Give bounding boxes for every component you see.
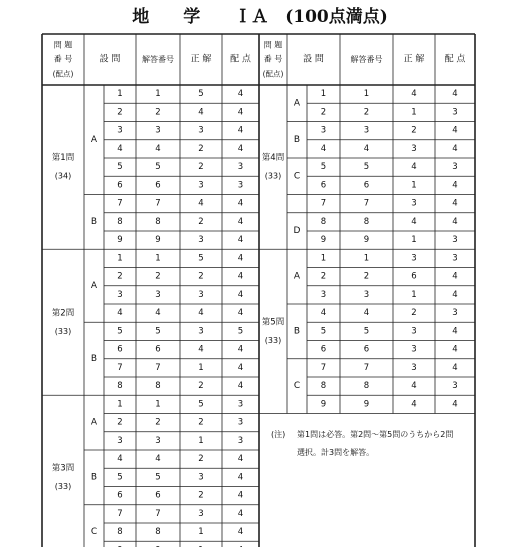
left-cell-seikai: 2 [198, 490, 204, 501]
left-cell-haiten: 4 [237, 89, 244, 100]
right-cell-seikai: 4 [411, 162, 417, 173]
left-cell-setsumon: 2 [117, 107, 123, 118]
left-cell-kaitou-bangou: 5 [155, 162, 161, 173]
left-cell-haiten: 5 [237, 326, 244, 337]
right-group-label: B [293, 134, 301, 145]
right-cell-setsumon: 1 [320, 253, 327, 264]
right-header-mondai-3: (配点) [262, 69, 284, 79]
right-cell-kaitou-bangou: 3 [363, 289, 370, 300]
left-group-label: B [90, 216, 98, 227]
right-question-label: 第4問 [261, 153, 285, 164]
left-cell-setsumon: 6 [117, 180, 123, 191]
left-cell-kaitou-bangou: 2 [155, 417, 161, 428]
right-cell-kaitou-bangou: 5 [363, 326, 370, 337]
left-cell-setsumon: 1 [117, 399, 123, 410]
left-cell-haiten: 4 [237, 253, 244, 264]
page-title: 地 学 ＩＡ (100点満点) [132, 7, 388, 27]
right-cell-seikai: 6 [411, 271, 417, 282]
right-cell-setsumon: 4 [320, 143, 327, 154]
right-cell-kaitou-bangou: 3 [363, 125, 370, 136]
left-cell-kaitou-bangou: 7 [155, 508, 161, 519]
left-cell-kaitou-bangou: 1 [155, 253, 161, 264]
right-cell-setsumon: 1 [320, 89, 327, 100]
left-cell-setsumon: 2 [117, 271, 123, 282]
left-cell-seikai: 3 [198, 235, 204, 246]
left-cell-kaitou-bangou: 2 [155, 107, 161, 118]
right-header-mondai-2: 番 号 [263, 54, 283, 64]
left-cell-seikai: 1 [198, 527, 204, 538]
left-cell-setsumon: 8 [117, 216, 123, 227]
left-cell-seikai: 1 [198, 435, 204, 446]
left-cell-seikai: 2 [198, 162, 204, 173]
left-cell-seikai: 5 [198, 253, 204, 264]
right-cell-seikai: 3 [411, 253, 417, 264]
right-cell-seikai: 2 [411, 125, 417, 136]
left-question-label: 第3問 [51, 463, 75, 474]
right-cell-kaitou-bangou: 8 [363, 216, 370, 227]
left-cell-haiten: 3 [237, 180, 244, 191]
right-cell-setsumon: 6 [320, 344, 327, 355]
left-cell-setsumon: 8 [117, 527, 123, 538]
left-cell-kaitou-bangou: 5 [155, 472, 161, 483]
left-header-mondai-3: (配点) [52, 69, 74, 79]
left-group-label: B [90, 353, 98, 364]
right-cell-haiten: 3 [452, 308, 458, 319]
right-cell-haiten: 3 [452, 381, 458, 392]
right-cell-kaitou-bangou: 8 [363, 381, 370, 392]
right-cell-seikai: 2 [411, 308, 417, 319]
left-cell-kaitou-bangou: 4 [155, 454, 161, 465]
left-cell-kaitou-bangou: 3 [155, 125, 161, 136]
left-cell-seikai: 2 [198, 216, 204, 227]
left-cell-haiten: 3 [237, 162, 244, 173]
right-cell-seikai: 4 [411, 399, 417, 410]
right-cell-kaitou-bangou: 1 [363, 253, 370, 264]
left-cell-seikai: 3 [198, 180, 204, 191]
note-line-2: 選択。計3問を解答。 [297, 448, 375, 457]
right-cell-setsumon: 5 [320, 326, 327, 337]
right-cell-haiten: 4 [452, 344, 458, 355]
right-cell-haiten: 3 [452, 253, 458, 264]
right-header-haiten: 配 点 [444, 54, 466, 65]
left-group-label: A [90, 280, 98, 291]
right-cell-haiten: 4 [452, 289, 458, 300]
left-cell-haiten: 4 [237, 289, 244, 300]
right-cell-seikai: 4 [411, 216, 417, 227]
left-cell-kaitou-bangou: 4 [155, 143, 161, 154]
right-cell-seikai: 1 [411, 107, 417, 118]
left-cell-setsumon: 1 [117, 253, 123, 264]
left-cell-setsumon: 3 [117, 435, 123, 446]
left-cell-seikai: 4 [198, 198, 204, 209]
left-cell-haiten: 4 [237, 527, 244, 538]
left-group-label: A [90, 134, 98, 145]
right-cell-seikai: 1 [411, 180, 417, 191]
right-cell-haiten: 4 [452, 89, 458, 100]
right-cell-setsumon: 7 [320, 198, 327, 209]
left-cell-seikai: 2 [198, 417, 204, 428]
left-cell-kaitou-bangou: 8 [155, 381, 161, 392]
left-question-points: (34) [54, 171, 72, 181]
left-cell-haiten: 4 [237, 490, 244, 501]
left-cell-setsumon: 4 [117, 143, 123, 154]
left-cell-seikai: 3 [198, 289, 204, 300]
left-cell-setsumon: 3 [117, 289, 123, 300]
left-cell-kaitou-bangou: 5 [155, 326, 161, 337]
right-cell-setsumon: 7 [320, 362, 327, 373]
right-group-label: A [293, 271, 301, 282]
right-cell-seikai: 1 [411, 289, 417, 300]
left-cell-setsumon: 1 [117, 89, 123, 100]
left-cell-seikai: 5 [198, 399, 204, 410]
left-question-points: (33) [54, 326, 72, 336]
left-cell-seikai: 5 [198, 89, 204, 100]
right-cell-haiten: 4 [452, 362, 458, 373]
right-cell-seikai: 3 [411, 344, 417, 355]
left-cell-kaitou-bangou: 6 [155, 490, 161, 501]
left-cell-kaitou-bangou: 1 [155, 399, 161, 410]
left-cell-setsumon: 6 [117, 490, 123, 501]
left-cell-seikai: 2 [198, 143, 204, 154]
right-cell-seikai: 1 [411, 235, 417, 246]
left-cell-haiten: 4 [237, 508, 244, 519]
right-cell-seikai: 3 [411, 326, 417, 337]
note-line-1: 第1問は必答。第2問～第5問のうちから2問 [297, 430, 454, 439]
left-cell-seikai: 3 [198, 472, 204, 483]
right-cell-haiten: 3 [452, 162, 458, 173]
left-cell-haiten: 4 [237, 107, 244, 118]
left-cell-haiten: 4 [237, 344, 244, 355]
right-cell-kaitou-bangou: 1 [363, 89, 370, 100]
right-cell-kaitou-bangou: 7 [363, 362, 370, 373]
left-cell-setsumon: 9 [117, 235, 123, 246]
right-cell-haiten: 4 [452, 326, 458, 337]
right-cell-kaitou-bangou: 9 [363, 235, 370, 246]
right-cell-haiten: 3 [452, 107, 458, 118]
right-question-label: 第5問 [261, 317, 285, 328]
left-header-kaitou-bangou: 解答番号 [142, 55, 174, 64]
right-cell-haiten: 4 [452, 216, 458, 227]
right-header-seikai: 正 解 [403, 54, 425, 65]
left-cell-kaitou-bangou: 8 [155, 527, 161, 538]
right-cell-haiten: 4 [452, 143, 458, 154]
right-cell-setsumon: 8 [320, 216, 327, 227]
left-header-haiten: 配 点 [230, 54, 251, 65]
left-cell-setsumon: 3 [117, 125, 123, 136]
left-cell-haiten: 3 [237, 417, 244, 428]
right-cell-setsumon: 8 [320, 381, 327, 392]
right-cell-seikai: 3 [411, 362, 417, 373]
right-header-setsumon: 設 問 [303, 54, 324, 65]
right-cell-setsumon: 9 [320, 235, 327, 246]
right-cell-setsumon: 6 [320, 180, 327, 191]
left-cell-haiten: 3 [237, 399, 244, 410]
left-cell-haiten: 4 [237, 198, 244, 209]
left-group-label: B [90, 472, 98, 483]
right-cell-seikai: 4 [411, 381, 417, 392]
right-group-label: B [293, 326, 301, 337]
left-cell-seikai: 2 [198, 454, 204, 465]
right-cell-kaitou-bangou: 2 [363, 107, 370, 118]
left-cell-setsumon: 7 [117, 198, 123, 209]
note-prefix: (注) [271, 430, 286, 439]
left-cell-setsumon: 7 [117, 362, 123, 373]
right-cell-kaitou-bangou: 4 [363, 308, 370, 319]
right-cell-kaitou-bangou: 7 [363, 198, 370, 209]
left-cell-seikai: 3 [198, 125, 204, 136]
left-question-points: (33) [54, 481, 72, 491]
right-group-label: C [293, 171, 301, 182]
right-header-mondai-1: 問 題 [263, 40, 283, 50]
right-header-kaitou-bangou: 解答番号 [350, 55, 383, 64]
left-cell-seikai: 4 [198, 107, 204, 118]
right-cell-seikai: 4 [411, 89, 417, 100]
right-cell-setsumon: 3 [320, 125, 327, 136]
right-cell-kaitou-bangou: 2 [363, 271, 370, 282]
left-cell-kaitou-bangou: 7 [155, 198, 161, 209]
left-cell-setsumon: 5 [117, 326, 123, 337]
left-cell-kaitou-bangou: 6 [155, 180, 161, 191]
right-cell-kaitou-bangou: 6 [363, 180, 370, 191]
left-cell-kaitou-bangou: 2 [155, 271, 161, 282]
left-group-label: C [90, 527, 98, 538]
right-cell-haiten: 4 [452, 125, 458, 136]
left-header-mondai-1: 問 題 [53, 40, 73, 50]
right-cell-kaitou-bangou: 4 [363, 143, 370, 154]
right-cell-kaitou-bangou: 6 [363, 344, 370, 355]
left-cell-seikai: 3 [198, 508, 204, 519]
right-cell-setsumon: 5 [320, 162, 327, 173]
left-cell-kaitou-bangou: 3 [155, 289, 161, 300]
right-cell-setsumon: 3 [320, 289, 327, 300]
right-question-points: (33) [264, 335, 282, 345]
left-cell-haiten: 4 [237, 454, 244, 465]
right-cell-haiten: 4 [452, 271, 458, 282]
right-cell-setsumon: 9 [320, 399, 327, 410]
right-cell-kaitou-bangou: 9 [363, 399, 370, 410]
left-cell-kaitou-bangou: 6 [155, 344, 161, 355]
left-question-label: 第2問 [51, 308, 75, 319]
left-cell-kaitou-bangou: 3 [155, 435, 161, 446]
left-header-setsumon: 設 問 [99, 54, 121, 65]
left-cell-seikai: 3 [198, 326, 204, 337]
left-header-seikai: 正 解 [190, 54, 212, 65]
right-cell-kaitou-bangou: 5 [363, 162, 370, 173]
left-cell-kaitou-bangou: 4 [155, 308, 161, 319]
left-cell-haiten: 4 [237, 271, 244, 282]
left-cell-setsumon: 7 [117, 508, 123, 519]
left-cell-kaitou-bangou: 1 [155, 89, 161, 100]
left-cell-haiten: 4 [237, 472, 244, 483]
left-cell-kaitou-bangou: 7 [155, 362, 161, 373]
left-group-label: A [90, 417, 98, 428]
left-cell-haiten: 4 [237, 381, 244, 392]
right-group-label: A [293, 98, 301, 109]
left-cell-haiten: 4 [237, 143, 244, 154]
right-question-points: (33) [264, 171, 282, 181]
left-cell-seikai: 4 [198, 344, 204, 355]
left-cell-setsumon: 2 [117, 417, 123, 428]
left-cell-seikai: 4 [198, 308, 204, 319]
left-cell-seikai: 2 [198, 381, 204, 392]
left-cell-haiten: 4 [237, 125, 244, 136]
left-header-mondai-2: 番 号 [53, 54, 73, 64]
left-cell-setsumon: 5 [117, 162, 123, 173]
left-cell-setsumon: 4 [117, 454, 123, 465]
right-cell-haiten: 4 [452, 180, 458, 191]
left-cell-kaitou-bangou: 8 [155, 216, 161, 227]
right-cell-setsumon: 4 [320, 308, 327, 319]
right-group-label: C [293, 381, 301, 392]
right-cell-haiten: 4 [452, 399, 458, 410]
right-group-label: D [293, 226, 301, 236]
left-cell-setsumon: 5 [117, 472, 123, 483]
left-cell-haiten: 4 [237, 362, 244, 373]
left-question-label: 第1問 [51, 153, 75, 164]
left-cell-kaitou-bangou: 9 [155, 235, 161, 246]
left-cell-setsumon: 8 [117, 381, 123, 392]
left-cell-haiten: 3 [237, 435, 244, 446]
left-cell-haiten: 4 [237, 235, 244, 246]
right-cell-seikai: 3 [411, 198, 417, 209]
left-cell-seikai: 1 [198, 362, 204, 373]
right-cell-haiten: 3 [452, 235, 458, 246]
right-cell-seikai: 3 [411, 143, 417, 154]
left-cell-setsumon: 4 [117, 308, 123, 319]
right-cell-setsumon: 2 [320, 107, 327, 118]
right-cell-setsumon: 2 [320, 271, 327, 282]
left-cell-seikai: 2 [198, 271, 204, 282]
right-cell-haiten: 4 [452, 198, 458, 209]
left-cell-setsumon: 6 [117, 344, 123, 355]
left-cell-haiten: 4 [237, 308, 244, 319]
left-cell-haiten: 4 [237, 216, 244, 227]
